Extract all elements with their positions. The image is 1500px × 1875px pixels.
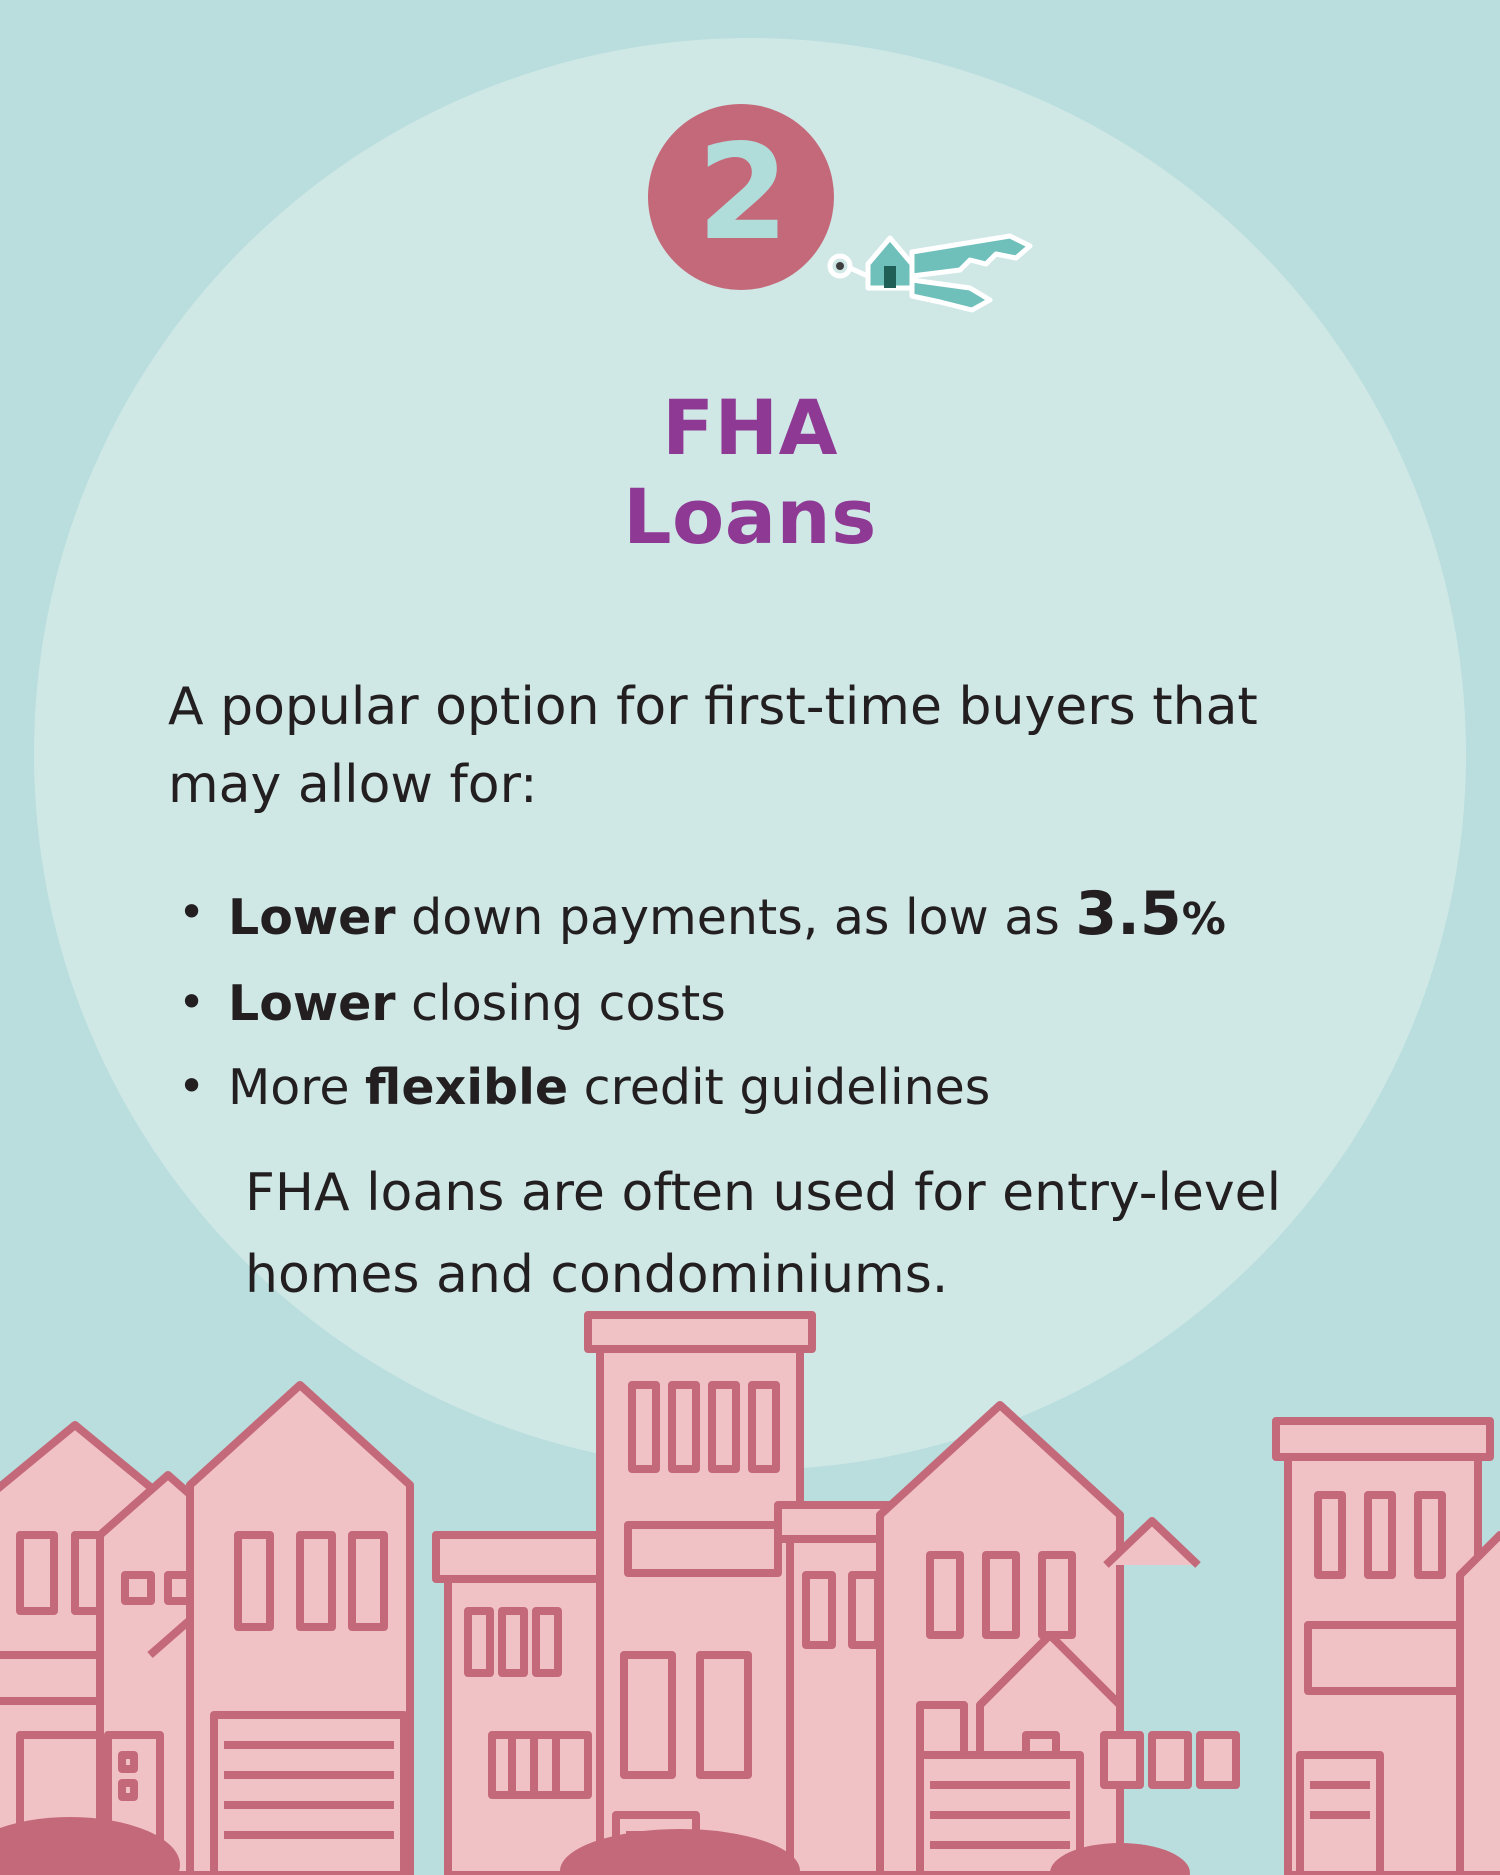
bullet-2-lead: Lower <box>228 975 396 1032</box>
title-line-2: Loans <box>623 472 877 561</box>
list-item <box>168 962 1358 1046</box>
list-item <box>168 872 1358 962</box>
closing-paragraph: FHA loans are often used for entry-level homes and condominiums. <box>245 1163 1282 1305</box>
bullet-2-rest: closing costs <box>395 975 726 1032</box>
bullet-1-lead: Lower <box>228 889 396 946</box>
benefits-list <box>168 872 1358 1130</box>
page-title <box>0 385 1500 563</box>
header-badge-row <box>0 104 1500 294</box>
intro-paragraph: A popular option for first-time buyers that may allow for: <box>168 677 1258 815</box>
title-line-1: FHA <box>662 383 838 472</box>
list-item <box>168 1046 1358 1130</box>
bullet-1-unit: % <box>1181 894 1226 945</box>
bullet-1-value: 3.5 <box>1075 879 1182 949</box>
bullet-1-rest: down payments, as low as <box>395 889 1076 946</box>
bullet-3-rest: credit guidelines <box>568 1059 991 1116</box>
house-key-icon <box>820 224 1040 364</box>
step-number-badge: 2 <box>648 104 834 290</box>
bullet-3-strong: flexible <box>365 1059 569 1116</box>
neighborhood-skyline-illustration <box>0 1235 1500 1875</box>
bullet-3-lead: More <box>228 1059 366 1116</box>
